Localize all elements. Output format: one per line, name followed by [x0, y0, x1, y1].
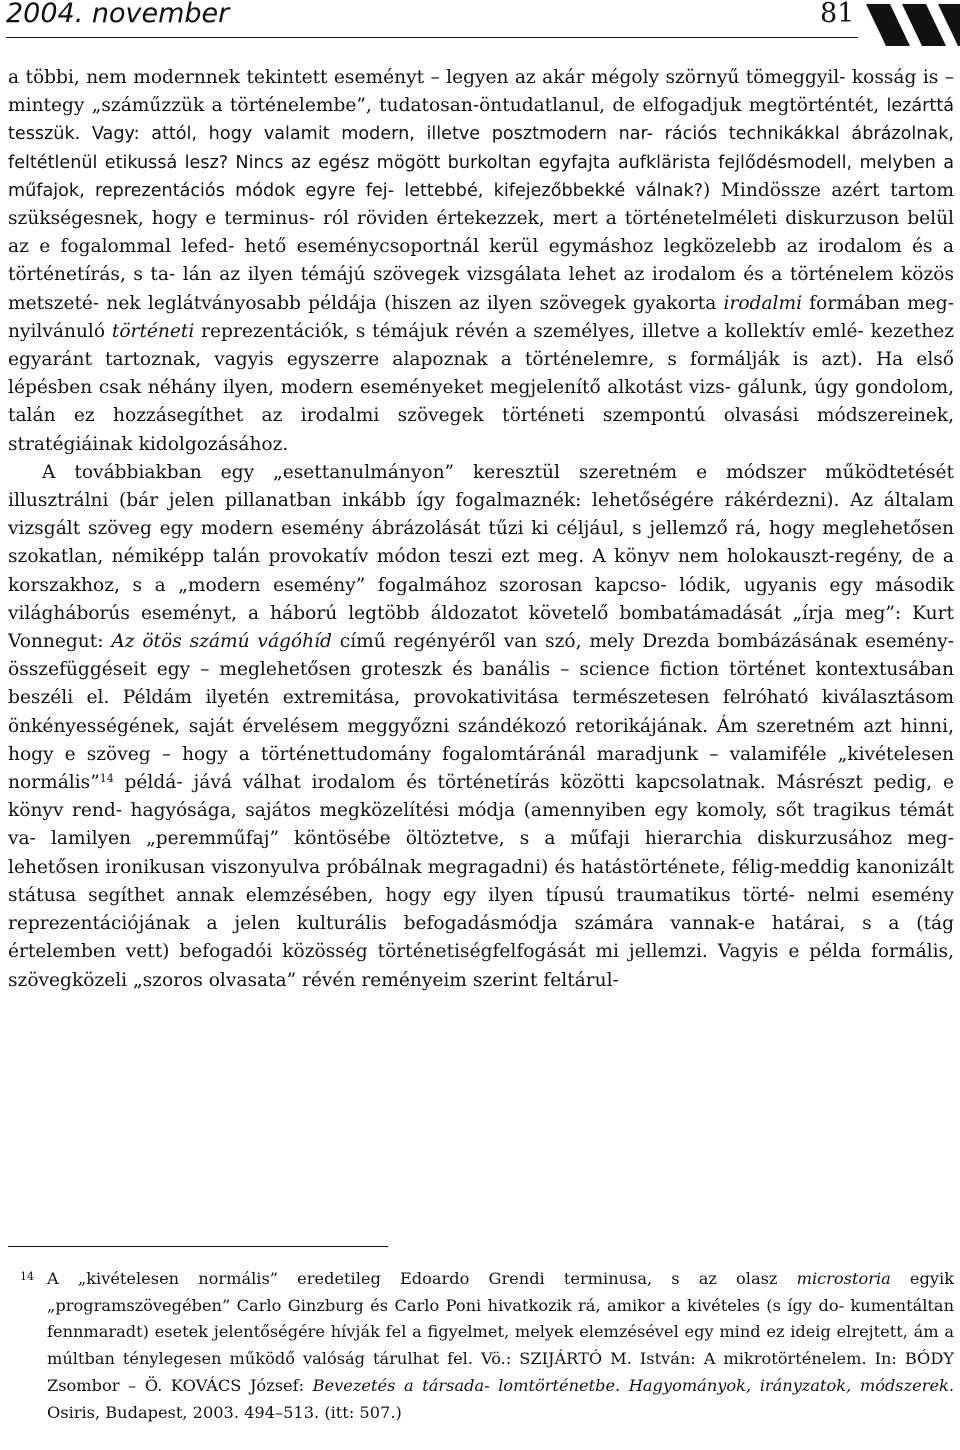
- text-run: A „kivételesen normális” eredetileg Edoardo Grendi terminusa, s az olasz: [47, 1269, 797, 1288]
- text-run-sans: lezárttá tesszük. Vagy: attól, hogy valamit modern, illetve posztmodern nar- rációs technikákkal ábrázolnak, feltétlenül etikussá lesz? Nincs az egész mögött burkoltan egyfajta aufklärista fejlődésmodell, melyben a műfajok, reprezentációs módok egyre fej- lettebbé, kifejezőbbekké válnak?: [8, 96, 954, 201]
- running-header: [6, 0, 956, 40]
- paragraph-1: [8, 64, 954, 459]
- text-run: A továbbiakban egy „esettanulmányon” keresztül szeretném e módszer működtetését illusztrálni (bár jelen pillanatban inkább így fogalmaznék: lehetőségére rákérdezni). Az általam vizsgált szöveg egy modern esemény ábrázolását tűzi ki céljául, s jellemző rá, hogy meglehetősen szokatlan, némiképp talán provokatív módon teszi ezt meg. A könyv nem holokauszt-regény, de a korszakhoz, s a „modern esemény” fogalmához szorosan kapcso- lódik, ugyanis egy második világháborús eseményt, a háború legtöbb áldozatot követelő bombatámadását „írja meg”: Kurt Vonnegut:: [8, 461, 954, 653]
- footnote-number: 14: [20, 1270, 34, 1283]
- journal-logo-icon: [864, 2, 960, 48]
- text-run: ) Mindössze azért tartom szükségesnek, hogy e terminus- ról röviden értekezzek, mert a történetelméleti diskurzuson belül az e fogalommal lefed- hető eseménycsoportnál kerül egymáshoz legközelebb az irodalom és a történetírás, s ta- lán az ilyen témájú szövegek vizsgálata lehet az irodalom és a történelem közös metszeté- nek leglátványosabb példája (hiszen az ilyen szövegek gyakorta: [8, 179, 954, 314]
- text-run: Osiris, Budapest, 2003. 494–513. (itt: 507.): [47, 1402, 402, 1422]
- text-run: példá- jává válhat irodalom és történetírás közötti kapcsolatnak. Másrészt pedig, e könyv rend- hagyósága, sajátos megközelítési módja (amennyiben egy komoly, sőt tragikus témát va- lamilyen „peremműfaj” köntösébe öltöztetve, s a műfaji hierarchia diskurzusához meg- lehetősen ironikusan viszonyulva próbálnak megragadni) és hatástörténete, félig-meddig kanonizált státusa segíthet annak elemzésében, hogy egy ilyen típusú traumatikus törté- nelmi esemény reprezentációjának a jelen kulturális befogadásmódja számára vannak-e határai, s a (tág értelemben vett) befogadói közösség történetiségfelfogását mi jellemzi. Vagyis e példa formális, szövegközeli „szoros olvasata” révén reményeim szerint feltárul-: [8, 772, 954, 991]
- text-run: a többi, nem modernnek tekintett eseményt – legyen az akár mégoly szörnyű tömeggyil- kosság is – mintegy „száműzzük a történelembe”, tudatosan-öntudatlanul, de elfogadjuk megtörténtét,: [8, 67, 954, 117]
- book-title: Az ötös számú vágóhíd: [111, 631, 332, 653]
- header-rule: [6, 37, 858, 38]
- text-run: című regényéről van szó, mely Drezda bombázásának esemény-összefüggéseit egy – meglehetősen groteszk és banális – science fiction történet kontextusában beszéli el. Példám ilyetén extremitása, provokativitása természetesen felróható kiválasztásom önkényességének, saját érvelésem meggyőzni szándékozó retorikájának. Ám szeretném azt hinni, hogy e szöveg – hogy a történettudomány fogalomtáránál maradjunk – valamiféle „kivételesen normális”: [8, 631, 954, 794]
- emphasis: történeti: [111, 320, 195, 342]
- page-number: 81: [820, 0, 855, 29]
- emphasis: microstoria: [796, 1269, 891, 1288]
- footnote-rule: [8, 1246, 388, 1247]
- footnote-text: [8, 1266, 954, 1426]
- footnote-14: [8, 1266, 954, 1426]
- text-run: egyik „programszövegében” Carlo Ginzburg és Carlo Poni hivatkozik rá, amikor a kivételes (s így do- kumentáltan fennmaradt) esetek jelentőségére hívják fel a figyelmet, melyek elemzésével egy mind ez ideig elrejtett, ám a múltban ténylegesen működő valóság tárulhat fel. Vö.: SZIJÁRTÓ M. István: A mikrotörténelem. In: BÓDY Zsombor – Ö. KOVÁCS József:: [47, 1269, 955, 1395]
- journal-issue-date: 2004. november: [6, 0, 230, 29]
- text-run: formában meg- nyilvánuló: [8, 292, 954, 342]
- footnote-reference[interactable]: 14: [99, 772, 114, 786]
- paragraph-2: [8, 459, 954, 995]
- emphasis: irodalmi: [723, 292, 803, 314]
- text-run: reprezentációk, s témájuk révén a személyes, illetve a kollektív emlé- kezethez egyaránt tartoznak, vagyis egyszerre alapoznak a történelemre, s formálják is azt). Ha első lépésben csak néhány ilyen, modern eseményeket megjelenítő alkotást vizs- gálunk, úgy gondolom, talán ez hozzásegíthet az irodalmi szövegek történeti szempontú olvasási módszereinek, stratégiáinak kidolgozásához.: [8, 320, 954, 455]
- emphasis: Bevezetés a társada- lomtörténetbe. Hagyományok, irányzatok, módszerek.: [312, 1375, 954, 1395]
- article-body: [8, 64, 954, 995]
